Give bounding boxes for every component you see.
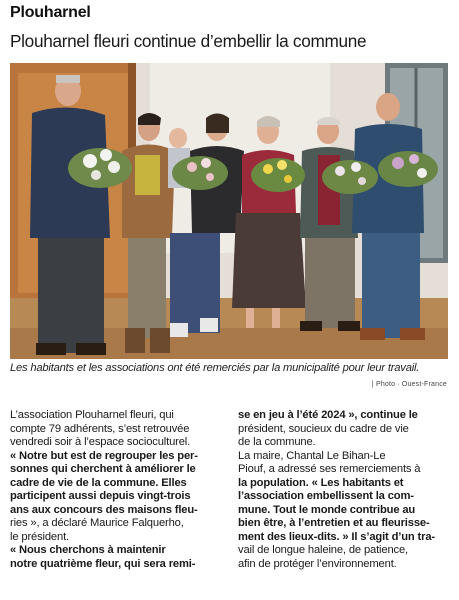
article-line: bien être, à l’entretien et au fleurisse-: [238, 517, 430, 529]
article-line: notre quatrième fleur, qui sera remi-: [10, 557, 196, 570]
credit-separator: ·: [397, 381, 400, 388]
headline: Plouharnel fleuri continue d’embellir la commune: [10, 31, 367, 51]
article-line: mune. Tout le monde contribue au: [238, 503, 416, 516]
photo-credit: [372, 381, 447, 388]
article-line: participent aussi depuis vingt-trois: [10, 490, 191, 502]
article-photo: [10, 63, 448, 359]
article-line: L’association Plouharnel fleuri, qui: [10, 409, 174, 421]
article-line: vendredi soir à l’espace socioculturel.: [10, 436, 191, 448]
credit-separator: |: [371, 381, 374, 388]
article-column-2: [238, 409, 448, 571]
article-line: La maire, Chantal Le Bihan-Le: [238, 449, 386, 462]
credit-source: Ouest-France: [401, 381, 447, 388]
article-line: vail de longue haleine, de patience,: [238, 544, 409, 556]
article-line: se en jeu à l’été 2024 », continue le: [238, 409, 418, 421]
article-line: ans aux concours des maisons fleu-: [10, 503, 198, 516]
article-line: Piouf, a adressé ses remerciements à: [238, 463, 421, 475]
article-line: l’association embellissent la com-: [238, 490, 414, 502]
article-line: cadre de vie de la commune. Elles: [10, 476, 187, 489]
article-line: président, soucieux du cadre de vie: [238, 422, 409, 435]
article-line: sonnes qui cherchent à améliorer le: [10, 463, 196, 475]
article-line: ment des lieux-dits. » Il s’agit d’un tra-: [238, 530, 435, 543]
article-line: la population. « Les habitants et: [238, 476, 404, 489]
credit-label: Photo: [375, 381, 396, 388]
article-line: afin de protéger l’environnement.: [238, 557, 397, 570]
article-column-1: [10, 409, 220, 571]
article-line: « Notre but est de regrouper les per-: [10, 449, 198, 462]
article-line: de la commune.: [238, 436, 316, 448]
group-photo: [10, 63, 448, 359]
article-line: ries », a déclaré Maurice Falquerho,: [10, 517, 184, 529]
photo-caption: Les habitants et les associations ont été remerciés par la municipalité pour leur travail.: [10, 362, 420, 374]
article-line: « Nous cherchons à maintenir: [10, 544, 166, 556]
section-title: Plouharnel: [10, 4, 91, 21]
article-line: compte 79 adhérents, s’est retrouvée: [10, 422, 190, 435]
article-line: le président.: [10, 530, 69, 543]
